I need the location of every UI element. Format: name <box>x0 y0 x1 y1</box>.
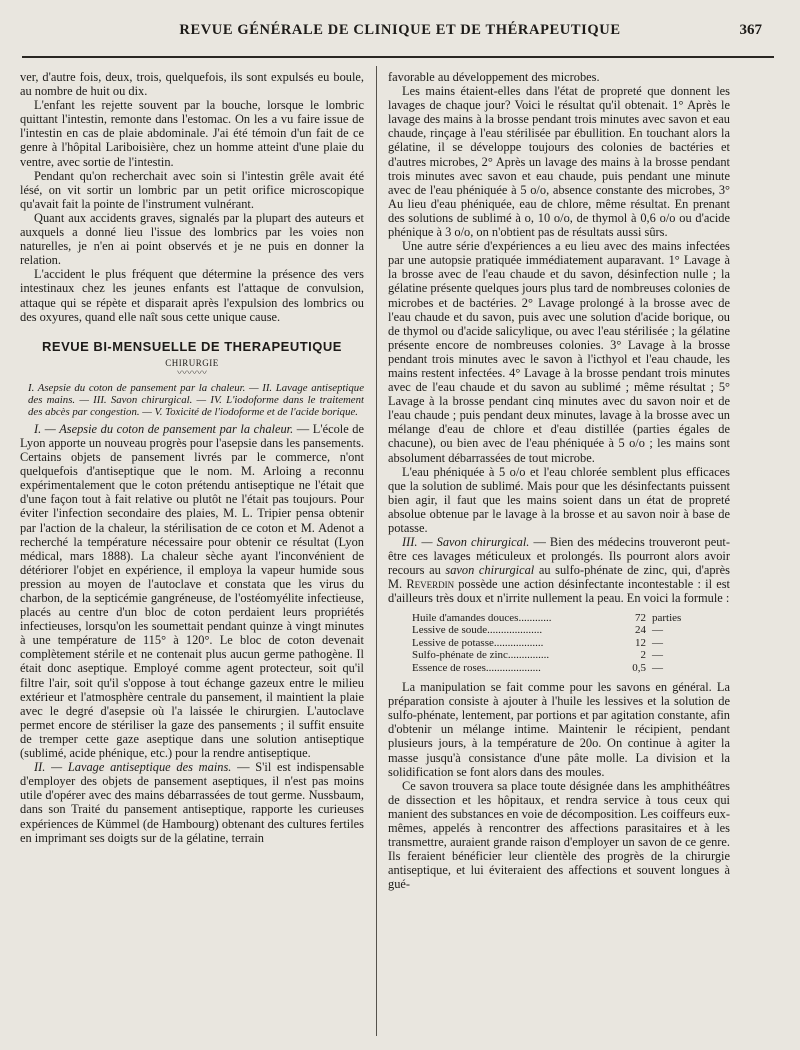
section-title: REVUE BI-MENSUELLE DE THERAPEUTIQUE <box>42 338 342 354</box>
unit: — <box>652 661 663 674</box>
formula-row <box>412 649 730 662</box>
column-divider <box>376 66 377 1036</box>
unit: parties <box>652 611 682 624</box>
paragraph: Quant aux accidents graves, signalés par la plupart des auteurs et auxquels a donné lieu l'issue des lombrics par les voies non naturelles, je n'en ai point observés et je ne puis en donner la relation. <box>20 210 364 268</box>
formula-row <box>412 662 730 675</box>
ingredient: Lessive de soude.................... <box>412 624 543 637</box>
author-name: Reverdin <box>406 577 455 592</box>
unit: — <box>652 624 663 637</box>
paragraph-text: au sulfo-phénate de zinc, qui, d'après M. <box>388 563 730 592</box>
paragraph: L'eau phéniquée à 5 o/o et l'eau chlorée semblent plus efficaces que la solution de sublimé. Mais pour que les désinfectants puissent bien agir, il faut que les mains soient dans un état de propreté absolue obtenue par le lavage à la brosse et au savon noir à base de potasse. <box>388 464 730 535</box>
paragraph: L'enfant les rejette souvent par la bouche, lorsque le lombric quittant l'intestin, remonte dans l'estomac. On les a vu faire issue de l'intestin en cas de plaie abdominale. J'ai été témoin d'un fait de ce genre à l'hôpital Lariboisière, chez un homme atteint d'une plaie du ventre, avec sortie de l'intestin. <box>20 98 364 169</box>
section-subtitle: CHIRURGIE <box>165 357 219 368</box>
unit: — <box>652 636 663 649</box>
soap-formula <box>412 612 730 675</box>
paragraph: ver, d'autre fois, deux, trois, quelquefois, ils sont expulsés eu boule, au nombre de huit ou dix. <box>20 70 364 99</box>
section-contents: I. Asepsie du coton de pansement par la chaleur. — II. Lavage antiseptique des mains. — III. Savon chirurgical. — IV. L'iodoforme dans le traitement des abcès par congestion. — V. Toxicité de l'iodoforme et de l'acide borique. <box>28 381 364 418</box>
paragraph: L'accident le plus fréquent que détermine la présence des vers intestinaux chez les jeunes enfants est l'attaque de convulsion, attaque qui se répète et disparait après l'expulsion des lombrics ou des oxyures, quand elle naît sous cette unique cause. <box>20 267 364 324</box>
page-number: 367 <box>739 22 762 38</box>
formula-row <box>412 612 730 625</box>
quantity: 24 <box>635 624 646 637</box>
paragraph: favorable au développement des microbes. <box>388 70 600 84</box>
ingredient: Huile d'amandes douces............ <box>412 611 552 624</box>
paragraph: Ce savon trouvera sa place toute désignée dans les amphithéâtres de dissection et les hôpitaux, et rendra service à tous ceux qui manient des substances en voie de décomposition. Les coiffeurs eux-mêmes, appelés à rencontrer des affections parasitaires et à les transmettre, auraient grande raison d'employer un savon de ce genre. Ils feraient bénéficier leur clientèle des progrès de la chirurgie antiseptique, et lui éviteraient des affections et souvent longues à gué- <box>388 778 730 892</box>
paragraph: Pendant qu'on recherchait avec soin si l'intestin grêle avait été lésé, on vit sortir un lombric par un petit orifice microscopique qu'avait fait la pointe de l'instrument vulnérant. <box>20 168 364 211</box>
subsection-heading: I. — Asepsie du coton de pansement par la chaleur. <box>34 421 294 436</box>
paragraph-text: possède une action désinfectante incontestable : il est d'ailleurs très doux et n'irrite nullement la peau. En voici la formule : <box>388 577 730 606</box>
formula-row <box>412 637 730 650</box>
quantity: 72 <box>635 611 646 624</box>
quantity: 0,5 <box>632 661 646 674</box>
running-head <box>0 22 800 44</box>
journal-title: REVUE GÉNÉRALE DE CLINIQUE ET DE THÉRAPEUTIQUE <box>179 22 621 38</box>
right-column <box>388 70 730 1040</box>
unit: — <box>652 649 663 662</box>
emphasis: savon chirurgical <box>445 563 535 578</box>
paragraph-text: — S'il est indispensable d'employer des objets de pansement aseptiques, il n'est pas moins utile d'opérer avec des mains débarrassées de tout germe. Nussbaum, dans son Traité du pansement antiseptique, rapporte les curieuses expériences de Kümmel (de Hambourg) obtenant des cultures fertiles en imprimant ses doigts sur de la gélatine, terrain <box>20 760 364 845</box>
paragraph-text: — L'école de Lyon apporte un nouveau progrès pour l'asepsie dans les pansements. Certains objets de pansement livrés par le commerce, n'ont quelquefois d'antiseptique que le nom. M. Arloing a reconnu expérimentalement que le coton prétendu antiseptique ne l'était que d'une façon tout à fait relative ou plutôt ne l'était pas toujours. Pour éviter l'infection secondaire des plaies, M. L. Tripier pensa obtenir par l'action de la chaleur, la stérilisation de ce coton et M. Adenot a recherché la température nécessaire pour obtenir ce résultat (Lyon médical, mars 1888). La chaleur sèche ayant l'inconvénient de détériorer l'objet en expérience, il employa la vapeur humide sous pression au moyen de l'autoclave et constata que les virus du charbon, de la septicémie gangréneuse, de l'ostéomyélite infectieuse, placés au centre d'un bloc de coton perdaient leurs propriétés infectieuses, lorsqu'on les soumettait pendant quinze à vingt minutes à une température de 115° à 120°. Le bloc de coton devenait complètement stérile et ne contenait plus aucun germe pathogène. Il était donc aseptique. Employé comme agent protecteur, soit qu'il filtre l'air, soit qu'il s'oppose à tout échange gazeux entre le milieu extérieur et l'atmosphère centrale du pansement, il maintient la plaie avec le degré d'asepsie où l'a laissée le chirurgien. L'autoclave permet encore de stériliser la gaze des pansements ; il suffit ensuite de tremper cette gaze aseptique dans une solution antiseptique (sublimé, acide phénique, etc.) pour la rendre antiseptique. <box>20 421 364 761</box>
paragraph: Une autre série d'expériences a eu lieu avec des mains infectées par une autopsie pratiquée immédiatement auparavant. 1° Lavage à la brosse avec de l'eau chaude et du savon, désinfection nulle ; la gélatine présente quelques jours plus tard de nombreuses colonies de microbes et de bactéries. 2° Lavage prolongé à la brosse avec de l'eau chaude et du savon, puis avec une solution d'acide borique, ou de thymol ou d'acide salicylique, ou avec l'eau stérilisée ; la gélatine présente encore de nombreuses colonies. 3° Lavage à la brosse pendant trois minutes avec le savon à l'icthyol et l'eau chaude, les mains restent infectées. 4° Lavage à la brosse pendant trois minutes avec de l'eau chaude et du savon au sublimé ; même résultat ; 5° Lavage à la brosse pendant cinq minutes avec du savon noir et de l'eau chaude ; puis pendant deux minutes, lavage à la brosse avec un mélange d'eau de chlore et d'eau distillée (parties égales de chacune), ou bien avec de l'eau phéniquée à 5 o/o ; les mains sont absolument débarrassées de tout microbe. <box>388 239 730 465</box>
header-rule <box>22 56 774 58</box>
subsection-heading: II. — Lavage antiseptique des mains. <box>34 760 232 775</box>
paragraph: La manipulation se fait comme pour les savons en général. La préparation consiste à ajouter à l'huile les lessives et la solution de sulfo-phénate, lentement, par portions et par agitation constante, afin d'obtenir un mélange intime. Maintenir le récipient, pendant plusieurs jours, à la température de 20o. On continue à agiter la masse jusqu'à consistance d'une pâte molle. La division et la solidification se font alors dans des moules. <box>388 680 730 779</box>
quantity: 12 <box>635 636 646 649</box>
left-column <box>20 70 364 1040</box>
ornament-divider: 〰〰〰 <box>177 367 207 379</box>
ingredient: Sulfo-phénate de zinc............... <box>412 649 550 662</box>
paragraph: Les mains étaient-elles dans l'état de propreté que donnent les lavages de chaque jour? Voici le résultat qu'il obtenait. 1° Après le lavage des mains à la brosse pendant trois minutes avec savon et eau chaude, rinçage à l'eau stérilisée par ébullition. En touchant alors la gélatine, il se développe toujours des colonies de bactéries et d'autres microbes, 2° Après un lavage des mains à la brosse pendant trois minutes avec savon et eau chaude, puis pendant une minute avec de l'eau phéniquée à 5 o/o, absence constante des microbes, 3° Au lieu d'eau phéniquée, eau de chlore, même résultat. En prenant des solutions de sublimé à o, 10 o/o, de thymol à 0,6 o/o ou d'acide phénique à 3 o/o, on n'obtient pas de résultats aussi sûrs. <box>388 84 730 240</box>
quantity: 2 <box>640 649 646 662</box>
formula-row <box>412 624 730 637</box>
ingredient: Lessive de potasse.................. <box>412 636 544 649</box>
paragraph <box>388 535 730 605</box>
paragraph <box>20 760 364 845</box>
paragraph <box>20 422 364 760</box>
ingredient: Essence de roses.................... <box>412 661 541 674</box>
paragraph-text: — Bien des médecins trouveront peut-être ces lavages méticuleux et prolongés. Ils pourront alors avoir recours au <box>388 535 730 578</box>
subsection-heading: III. — Savon chirurgical. <box>402 535 530 550</box>
